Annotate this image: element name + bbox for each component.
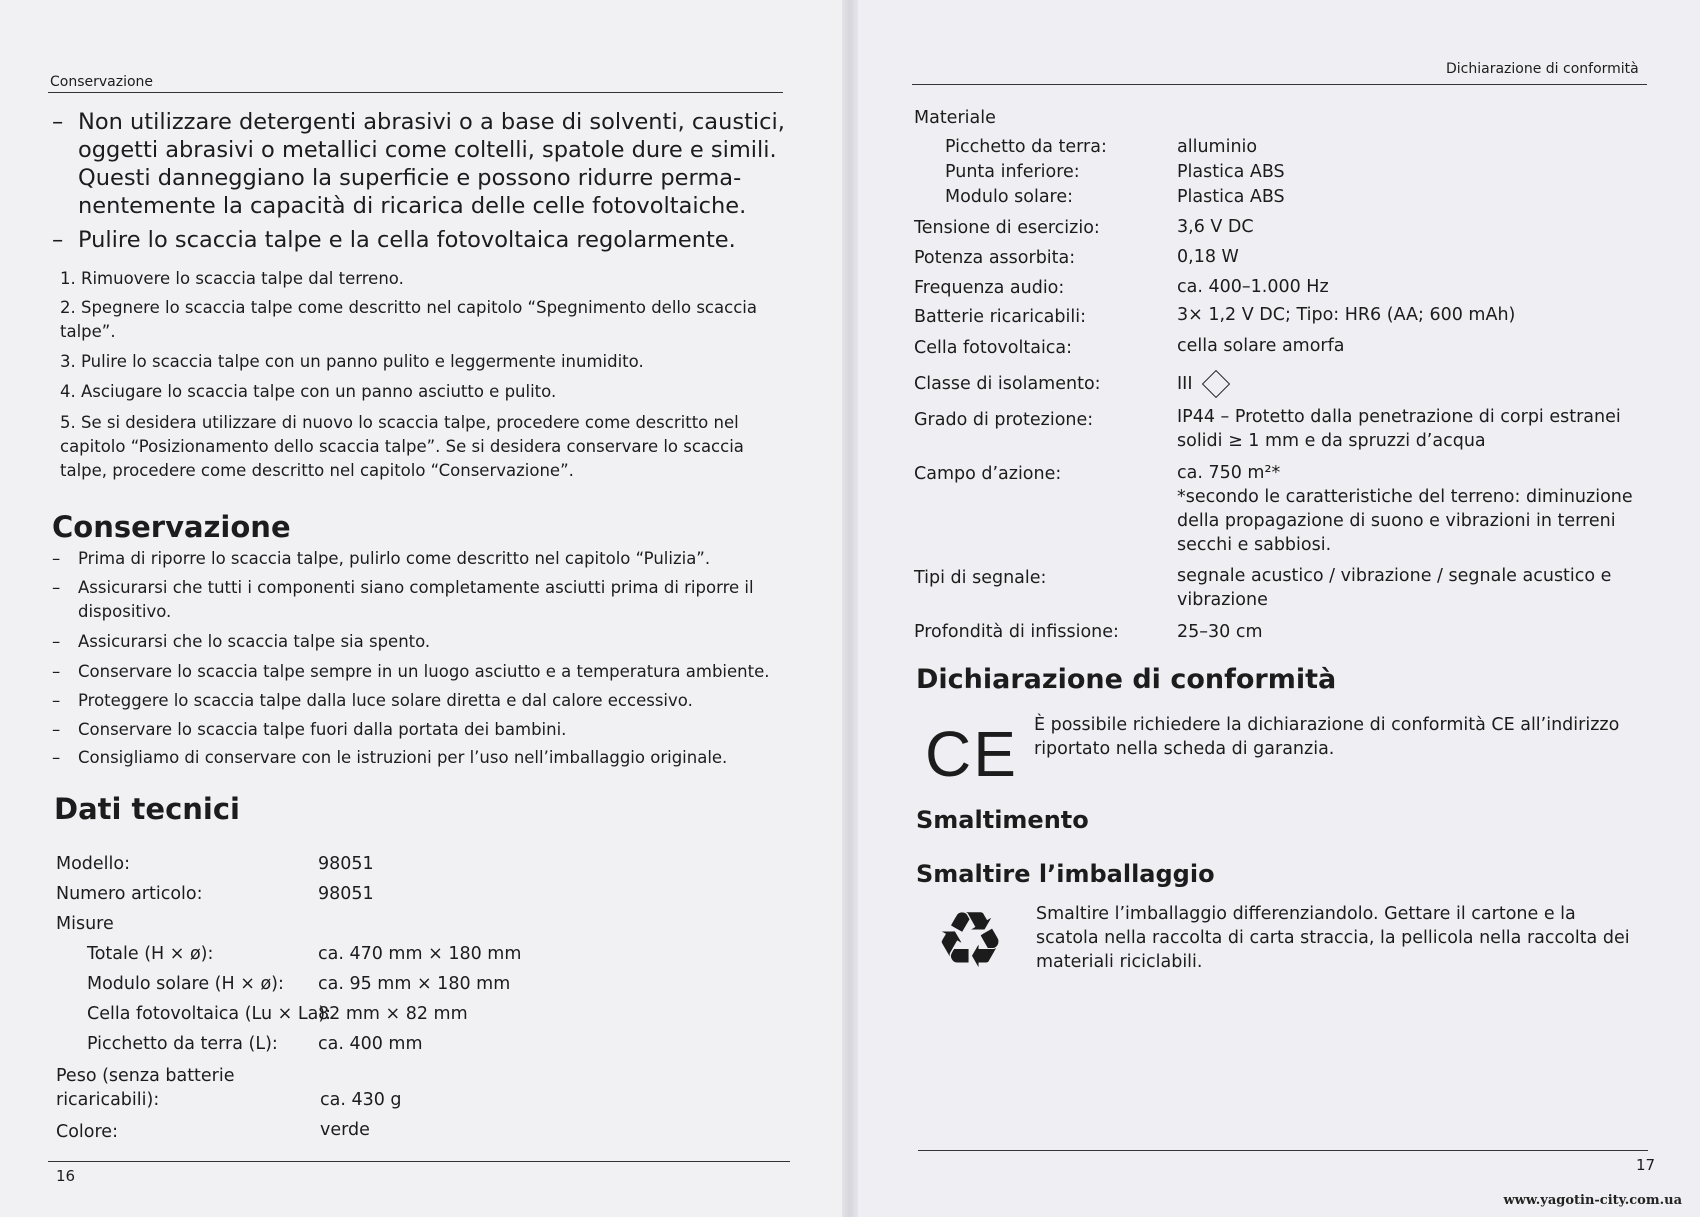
spec-label: Modulo solare (H × ø): (87, 974, 284, 994)
spec-label: Profondità di infissione: (914, 622, 1119, 642)
spec-value: ca. 750 m²* (1177, 463, 1281, 483)
spec-label: Modulo solare: (945, 187, 1074, 207)
spec-label: Classe di isolamento: (914, 374, 1101, 394)
left-header-rule (48, 92, 783, 93)
spec-value: Plastica ABS (1177, 187, 1285, 207)
left-footer-rule (48, 1161, 790, 1162)
spec-label: Frequenza audio: (914, 278, 1065, 298)
page-number-right: 17 (1636, 1156, 1656, 1174)
spec-label: Misure (56, 914, 114, 934)
spec-label: Numero articolo: (56, 884, 203, 904)
ce-mark-icon: CE (925, 718, 1018, 790)
spec-label: Modello: (56, 854, 131, 874)
spec-value: ca. 430 g (320, 1090, 402, 1110)
spec-value: 3× 1,2 V DC; Tipo: HR6 (AA; 600 mAh) (1177, 305, 1516, 325)
spec-value: ca. 470 mm × 180 mm (318, 944, 522, 964)
step-item: 1. Rimuovere lo scaccia talpe dal terreno. (60, 269, 404, 288)
spec-value: 25–30 cm (1177, 622, 1263, 642)
spec-value: ca. 400–1.000 Hz (1177, 277, 1329, 297)
section-title-dati-tecnici: Dati tecnici (54, 792, 240, 826)
spec-label: Picchetto da terra (L): (87, 1034, 278, 1054)
bullet-item: – Non utilizzare detergenti abrasivi o a base di solventi, caustici, oggetti abrasivi o metallici come coltelli, spatole dure e simili. Questi danneggiano la superficie e possono ridurre perma-nentemente la capacità di ricarica delle celle fotovoltaiche. (52, 109, 785, 219)
list-item: – Prima di riporre lo scaccia talpe, pulirlo come descritto nel capitolo “Pulizia”. (52, 549, 711, 568)
spec-value: alluminio (1177, 137, 1258, 157)
spec-label: Totale (H × ø): (87, 944, 214, 964)
right-header-rule (912, 84, 1647, 85)
spec-label: Peso (senza batterie ricaricabili): (56, 1066, 235, 1110)
right-running-header: Dichiarazione di conformità (1446, 61, 1639, 77)
list-item: – Conservare lo scaccia talpe sempre in un luogo asciutto e a temperatura ambiente. (52, 662, 770, 681)
spec-value: 0,18 W (1177, 247, 1239, 267)
step-item: 2. Spegnere lo scaccia talpe come descritto nel capitolo “Spegnimento dello scaccia talpe”. (60, 298, 757, 341)
spec-value: 98051 (318, 854, 374, 874)
spec-value: Plastica ABS (1177, 162, 1285, 182)
list-item: – Conservare lo scaccia talpe fuori dalla portata dei bambini. (52, 720, 567, 739)
book-spine (842, 0, 858, 1217)
list-item: – Assicurarsi che tutti i componenti siano completamente asciutti prima di riporre il dispositivo. (52, 578, 754, 621)
spec-label: Batterie ricaricabili: (914, 307, 1087, 327)
right-footer-rule (918, 1150, 1648, 1151)
spec-value: 82 mm × 82 mm (318, 1004, 468, 1024)
ce-text: È possibile richiedere la dichiarazione di conformità CE all’indirizzo riportato nella scheda di garanzia. (1034, 715, 1620, 759)
insulation-class-text: III (1177, 374, 1193, 394)
spec-value: IP44 – Protetto dalla penetrazione di corpi estranei solidi ≥ 1 mm e da spruzzi d’acqua (1177, 407, 1621, 451)
spec-value: cella solare amorfa (1177, 336, 1345, 356)
spec-label: Campo d’azione: (914, 464, 1062, 484)
step-item: 5. Se si desidera utilizzare di nuovo lo scaccia talpe, procedere come descritto nel capitolo “Posizionamento dello scaccia talpe”. Se si desidera conservare lo scaccia talpe, procedere come descritto nel capitolo “Conservazione”. (60, 413, 744, 480)
section-title-smaltire-imballaggio: Smaltire l’imballaggio (916, 860, 1215, 888)
spec-label: Cella fotovoltaica (Lu × La): (87, 1004, 332, 1024)
spec-value: 98051 (318, 884, 374, 904)
spec-value: ca. 95 mm × 180 mm (318, 974, 511, 994)
list-item: – Proteggere lo scaccia talpe dalla luce solare diretta e dal calore eccessivo. (52, 691, 693, 710)
spec-label: Tensione di esercizio: (914, 218, 1100, 238)
spec-footnote: *secondo le caratteristiche del terreno: diminuzione della propagazione di suono e vibrazioni in terreni secchi e sabbiosi. (1177, 487, 1633, 555)
list-item: – Assicurarsi che lo scaccia talpe sia spento. (52, 632, 431, 651)
list-item: – Consigliamo di conservare con le istruzioni per l’uso nell’imballaggio originale. (52, 748, 728, 767)
insulation-class-iii-icon (1202, 370, 1230, 398)
spec-value (1177, 372, 1226, 396)
site-watermark: www.yagotin-city.com.ua (1503, 1193, 1682, 1208)
section-title-smaltimento: Smaltimento (916, 806, 1089, 834)
left-running-header: Conservazione (50, 74, 154, 90)
spec-value: 3,6 V DC (1177, 217, 1254, 237)
step-item: 3. Pulire lo scaccia talpe con un panno pulito e leggermente inumidito. (60, 352, 644, 371)
section-title-conservazione: Conservazione (52, 510, 291, 544)
spec-label: Punta inferiore: (945, 162, 1080, 182)
bullet-item: – Pulire lo scaccia talpe e la cella fotovoltaica regolarmente. (52, 227, 736, 253)
spec-label: Cella fotovoltaica: (914, 338, 1073, 358)
spec-value: segnale acustico / vibrazione / segnale acustico e vibrazione (1177, 566, 1612, 610)
spec-label: Colore: (56, 1122, 118, 1142)
spec-value: ca. 400 mm (318, 1034, 423, 1054)
section-title-dichiarazione: Dichiarazione di conformità (916, 664, 1337, 695)
spec-value: verde (320, 1120, 370, 1140)
spec-label: Grado di protezione: (914, 410, 1094, 430)
spec-label: Tipi di segnale: (914, 568, 1047, 588)
spec-label: Picchetto da terra: (945, 137, 1107, 157)
imballaggio-text: Smaltire l’imballaggio differenziandolo. Gettare il cartone e la scatola nella raccolta di carta straccia, la pellicola nella raccolta dei materiali riciclabili. (1036, 904, 1630, 972)
step-item: 4. Asciugare lo scaccia talpe con un panno asciutto e pulito. (60, 382, 557, 401)
recycle-icon: ♻ (935, 896, 1005, 986)
spec-label: Potenza assorbita: (914, 248, 1076, 268)
page-number-left: 16 (56, 1167, 76, 1185)
spec-label: Materiale (914, 108, 996, 128)
